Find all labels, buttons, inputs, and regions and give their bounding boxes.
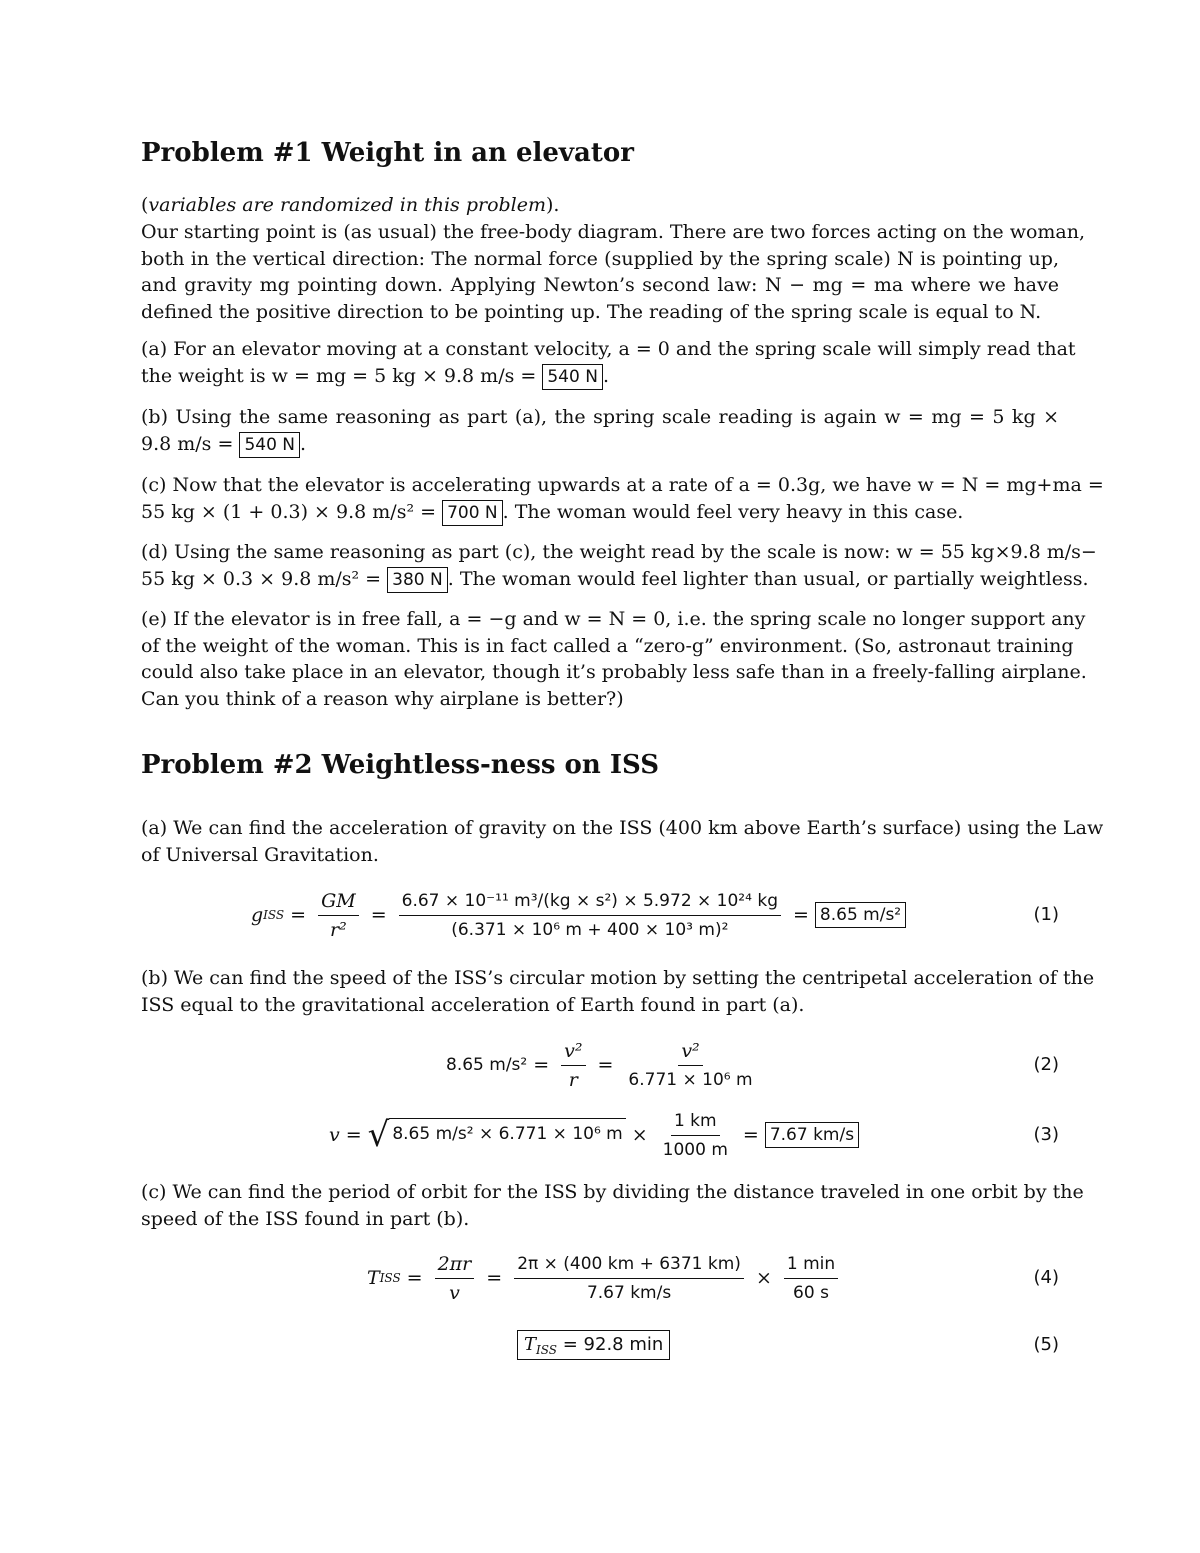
part-c-line: (c) Now that the elevator is accelerating upwards at a rate of a = 0.3g, we have w = N = mg+ma = [141,474,1104,496]
answer-box-period: $T_{ISS} = 92.8$ min [517,1330,670,1360]
problem-1-note: (variables are randomized in this problem). [141,194,560,216]
gravity-fraction: $\frac{GM}{\text{r²}}$ [318,889,359,942]
part-b-line: (b) Using the same reasoning as part (a), the spring scale reading is again w = mg = 5 kg × [141,406,1059,428]
part-a-line: (a) For an elevator moving at a constant velocity, a = 0 and the spring scale will simply read that [141,338,1076,360]
intro-line: and gravity mg pointing down. Applying Newton’s second law: N − mg = ma where we have [141,274,1059,296]
problem-2-part-a [141,815,1104,868]
equation-5 [141,1310,1059,1380]
equation-number: (4) [1033,1266,1059,1288]
part-d: (d) Using the same reasoning as part (c), the weight read by the scale is now: w = 55 kg×9.8 m/s− 55 kg × 0.3 × 9.8 m/s² = 380 N . The woman would feel lighter than usual, or partially weightless. [141,539,1059,593]
answer-box-b: 540 N [239,432,300,458]
part-e [141,606,1087,712]
part-e-line: (e) If the elevator is in free fall, a = −g and w = N = 0, i.e. the spring scale no longer support any [141,608,1086,630]
randomized-note: variables are randomized in this problem [148,194,547,216]
p2-part-a-line: (a) We can find the acceleration of gravity on the ISS (400 km above Earth’s surface) using the Law [141,817,1104,839]
answer-box-c: 700 N [442,500,503,526]
answer-box-d: 380 N [387,567,448,593]
part-d-line: (d) Using the same reasoning as part (c), the weight read by the scale is now: w = 55 kg×9.8 m/s− [141,541,1097,563]
equation-4: T ISS = $\frac{2\pi r}{v}$ = $\frac{2\pi \times (400 km + 6371 km)}{7.67 km/s}$ × $\frac{1 \min}{60 s}$ (4) [141,1243,1059,1313]
square-root: √ 8.65 m/s² × 6.771 × 10⁶ m [368,1118,626,1152]
problem-1-title: Problem #1 Weight in an elevator [141,138,634,168]
equation-number: (5) [1033,1333,1059,1355]
problem-2-part-c [141,1179,1084,1232]
equation-number: (1) [1033,903,1059,925]
intro-line: Our starting point is (as usual) the free-body diagram. There are two forces acting on the woman, [141,221,1086,243]
part-e-line: could also take place in an elevator, though it’s probably less safe than in a freely-falling airplane. [141,661,1087,683]
part-b: (b) Using the same reasoning as part (a), the spring scale reading is again w = mg = 5 kg × 9.8 m/s = 540 N . [141,404,1059,458]
problem-1-intro [141,219,1086,325]
part-e-line: Can you think of a reason why airplane is better?) [141,687,624,710]
part-a: (a) For an elevator moving at a constant velocity, a = 0 and the spring scale will simply read that the weight is w = mg = 5 kg × 9.8 m/s = 540 N . [141,336,1059,390]
answer-box-a: 540 N [542,364,603,390]
p2-part-c-line: speed of the ISS found in part (b). [141,1207,470,1230]
part-a-line: the weight is w = mg = 5 kg × 9.8 m/s = [141,364,537,387]
part-c: (c) Now that the elevator is accelerating upwards at a rate of a = 0.3g, we have w = N = mg+ma = 55 kg × (1 + 0.3) × 9.8 m/s² = 700 N . The woman would feel very heavy in this case. [141,472,1059,526]
p2-part-b-line: ISS equal to the gravitational acceleration of Earth found in part (a). [141,993,805,1016]
p2-part-a-line: of Universal Gravitation. [141,843,379,866]
intro-line: both in the vertical direction: The normal force (supplied by the spring scale) N is pointing up, [141,247,1059,270]
equation-2: 8.65 m/s² = $\frac{\text{v²}}{r}$ = $\frac{\text{v²}}{\text{6.771 × 10⁶ m}}$ (2) [141,1030,1059,1100]
problem-2-part-b [141,965,1095,1018]
equation-number: (3) [1033,1123,1059,1145]
part-e-line: of the weight of the woman. This is in fact called a “zero-g” environment. (So, astronaut training [141,634,1074,657]
answer-box-gravity: 8.65 m/s² [815,902,906,928]
part-c-line: 55 kg × (1 + 0.3) × 9.8 m/s² = [141,500,437,523]
problem-2-title: Problem #2 Weightless-ness on ISS [141,750,659,780]
equation-1: g ISS = $\frac{GM}{\text{r²}}$ = $\frac{\text{6.67 × 10⁻¹¹ m³/(kg × s²) × 5.972 × 10²⁴ kg}}{\text{(6.371 × 10⁶ m + 400 × 10³ m)²}}$ = 8.65 m/s² (1) [141,880,1059,950]
part-d-line: 55 kg × 0.3 × 9.8 m/s² = [141,567,382,590]
part-b-line: 9.8 m/s = [141,432,234,455]
equation-3: v = √ 8.65 m/s² × 6.771 × 10⁶ m × $\frac{1 km}{1000 m}$ = 7.67 km/s (3) [141,1100,1059,1170]
intro-line: defined the positive direction to be pointing up. The reading of the spring scale is equal to N. [141,300,1042,323]
gravity-values-fraction: $\frac{\text{6.67 × 10⁻¹¹ m³/(kg × s²) × 5.972 × 10²⁴ kg}}{\text{(6.371 × 10⁶ m + 400 × 10³ m)²}}$ [399,889,781,942]
p2-part-c-line: (c) We can find the period of orbit for the ISS by dividing the distance traveled in one orbit by the [141,1181,1084,1203]
p2-part-b-line: (b) We can find the speed of the ISS’s circular motion by setting the centripetal acceleration of the [141,967,1095,989]
equation-number: (2) [1033,1053,1059,1075]
answer-box-speed: 7.67 km/s [765,1122,859,1148]
